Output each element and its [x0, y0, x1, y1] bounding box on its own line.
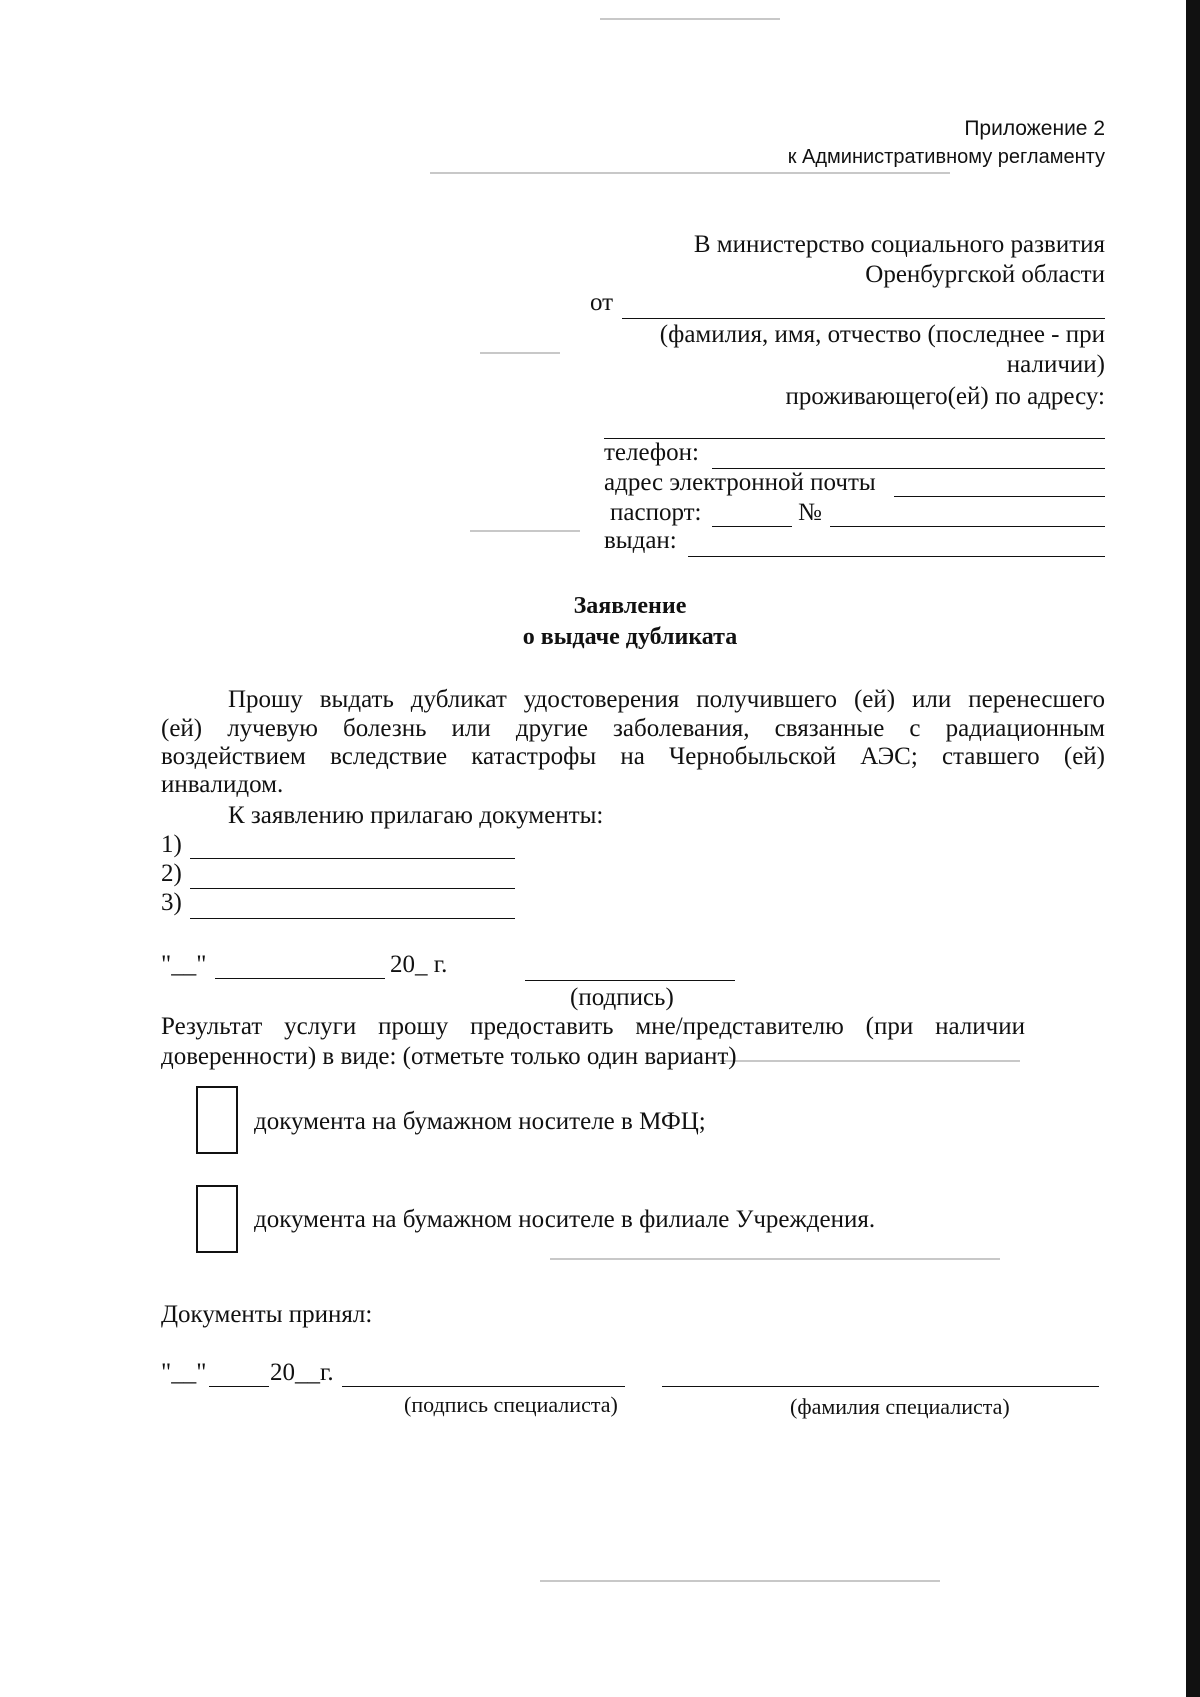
email-input-line[interactable]: [894, 496, 1105, 497]
signature-line[interactable]: [525, 980, 735, 981]
scan-speck: [480, 352, 560, 354]
attachments-label: К заявлению прилагаю документы:: [228, 802, 604, 829]
document-title: Заявление: [573, 593, 687, 619]
option-branch-label: документа на бумажном носителе в филиале Учреждения.: [254, 1206, 876, 1233]
passport-series-line[interactable]: [712, 526, 792, 527]
accepted-label: Документы принял:: [161, 1301, 373, 1328]
date-month-line[interactable]: [215, 978, 385, 979]
scan-speck: [550, 1258, 1000, 1260]
scan-speck: [720, 1060, 1020, 1062]
paragraph-line-4: инвалидом.: [161, 771, 284, 798]
result-line-1: Результат услуги прошу предоставить мне/представителю (при наличии: [161, 1013, 1025, 1040]
issued-label: выдан:: [604, 527, 677, 554]
addressee-line-2: Оренбургской области: [865, 261, 1105, 288]
passport-number-line[interactable]: [830, 526, 1105, 527]
attachment-item-2-line[interactable]: [190, 888, 515, 889]
result-line-2: доверенности) в виде: (отметьте только один вариант): [161, 1043, 737, 1070]
attachment-item-1-line[interactable]: [190, 858, 515, 859]
phone-label: телефон:: [604, 439, 699, 466]
passport-label: паспорт:: [610, 499, 702, 526]
date-day: "__": [161, 951, 207, 978]
paragraph-line-2: (ей) лучевую болезнь или другие заболевания, связанные с радиационным: [161, 715, 1105, 742]
scan-speck: [430, 172, 950, 174]
specialist-name-line[interactable]: [662, 1386, 1099, 1387]
option-mfc-label: документа на бумажном носителе в МФЦ;: [254, 1108, 706, 1135]
accepted-date-day: "__": [161, 1359, 207, 1386]
accepted-date-month-line[interactable]: [209, 1386, 269, 1387]
passport-number-sign: №: [798, 499, 822, 526]
addressee-line-1: В министерство социального развития: [693, 231, 1105, 258]
email-label: адрес электронной почты: [604, 469, 876, 496]
from-input-line[interactable]: [622, 318, 1105, 319]
specialist-name-hint: (фамилия специалиста): [790, 1394, 1010, 1419]
option-mfc-checkbox[interactable]: [196, 1086, 238, 1154]
paragraph-line-3: воздействием вследствие катастрофы на Чернобыльской АЭС; ставшего (ей): [161, 743, 1105, 770]
address-label: проживающего(ей) по адресу:: [785, 383, 1105, 410]
specialist-signature-line[interactable]: [342, 1386, 625, 1387]
accepted-date-year: 20__г.: [270, 1359, 334, 1386]
document-subtitle: о выдаче дубликата: [522, 624, 738, 650]
scan-edge: [1186, 0, 1200, 1697]
appendix-title: Приложение 2: [964, 117, 1105, 140]
option-branch-checkbox[interactable]: [196, 1185, 238, 1253]
attachment-item-3-number: 3): [161, 889, 182, 916]
appendix-subtitle: к Административному регламенту: [787, 146, 1105, 168]
issued-input-line[interactable]: [688, 556, 1105, 557]
signature-hint: (подпись): [570, 984, 674, 1011]
attachment-item-2-number: 2): [161, 860, 182, 887]
attachment-item-1-number: 1): [161, 831, 182, 858]
attachment-item-3-line[interactable]: [190, 918, 515, 919]
fio-hint-line-2: наличии): [1006, 351, 1105, 378]
scan-speck: [600, 18, 780, 20]
paragraph-line-1: Прошу выдать дубликат удостоверения получившего (ей) или перенесшего: [228, 686, 1105, 713]
from-label: от: [590, 289, 614, 316]
date-year: 20_ г.: [390, 951, 448, 978]
scan-speck: [470, 530, 580, 532]
specialist-signature-hint: (подпись специалиста): [404, 1392, 618, 1417]
fio-hint-line-1: (фамилия, имя, отчество (последнее - при: [659, 321, 1105, 348]
scan-speck: [540, 1580, 940, 1582]
